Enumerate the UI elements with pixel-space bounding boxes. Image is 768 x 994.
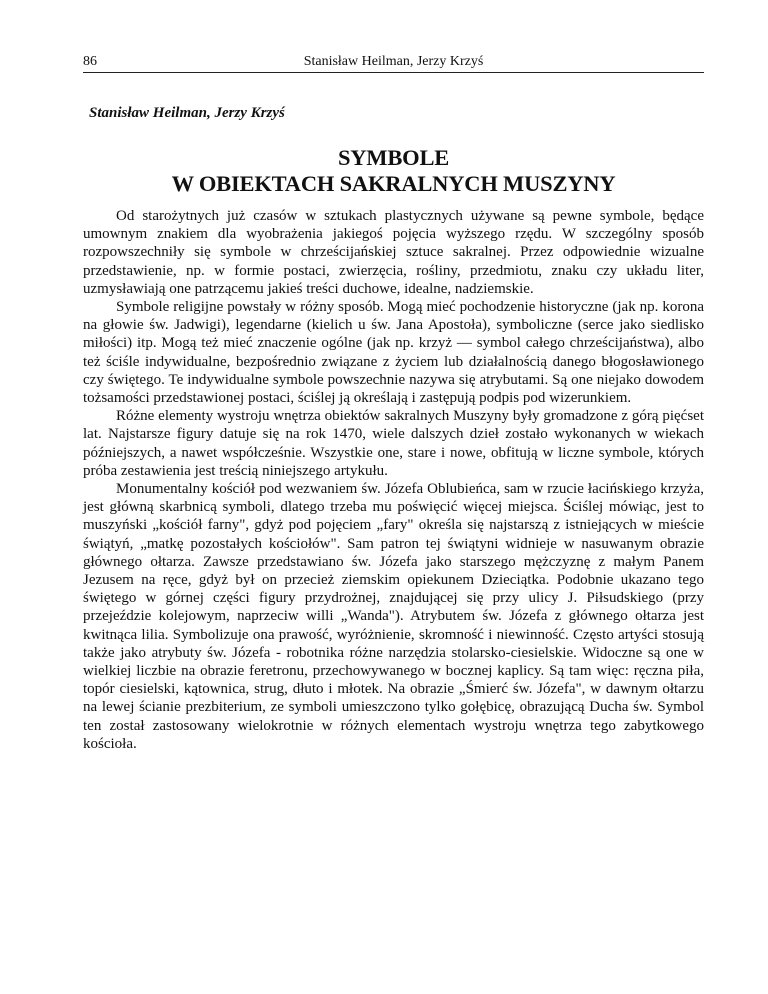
title-line-1: SYMBOLE: [337, 145, 450, 170]
running-title: Stanisław Heilman, Jerzy Krzyś: [303, 54, 484, 69]
article-body: [83, 207, 704, 753]
paragraph: Różne elementy wystroju wnętrza obiektów sakralnych Muszyny były gromadzone z górą pięćset lat. Najstarsze figury datuje się na rok 1470, wiele dalszych dzieł zostało wykonanych w wiekach późniejszych, a nawet współcześnie. Wszystkie one, stare i nowe, obfitują w liczne symbole, których próba zestawienia jest treścią niniejszego artykułu.: [83, 408, 704, 479]
header-rule: [83, 72, 704, 73]
page-number: 86: [83, 54, 97, 69]
article-title: [83, 145, 704, 197]
running-header: [83, 53, 704, 71]
paragraph: Od starożytnych już czasów w sztukach plastycznych używane są pewne symbole, będące umownym znakiem dla wyobrażenia jakiegoś pojęcia wyższego rzędu. W szczególny sposób rozpowszechniły się symbole w chrześcijańskiej sztuce sakralnej. Przez odpowiednie wizualne przedstawienie, np. w formie postaci, zwierzęcia, rośliny, przedmiotu, znaku czy układu liter, uzmysławiają one patrzącemu jakieś treści duchowe, idealne, nadziemskie.: [83, 208, 704, 297]
paragraph: Monumentalny kościół pod wezwaniem św. Józefa Oblubieńca, sam w rzucie łacińskiego krzyża, jest główną skarbnicą symboli, dlatego trzeba mu poświęcić więcej miejsca. Ściślej mówiąc, jest to muszyński „kościół farny", gdyż pod pojęciem „fary" określa się najstarszą z istniejących w mieście świątyń, „matkę pozostałych kościołów". Sam patron tej świątyni widnieje w nasuwanym obrazie głównego ołtarza. Zawsze przedstawiano św. Józefa jako starszego mężczyznę z małym Panem Jezusem na ręce, gdyż był on przecież ziemskim opiekunem Dzieciątka. Podobnie ukazano tego świętego w górnej części figury przydrożnej, znajdującej się przy ulicy J. Piłsudskiego (przy przejeździe kolejowym, naprzeciw willi „Wanda"). Atrybutem św. Józefa z głównego ołtarza jest kwitnąca lilia. Symbolizuje ona prawość, wyróżnienie, skromność i niewinność. Często artyści stosują także jako atrybuty św. Józefa - robotnika różne narzędzia stolarsko-ciesielskie. Widoczne są one w wielkiej liczbie na obrazie feretronu, przechowywanego w bocznej kaplicy. Są tam więc: ręczna piła, topór ciesielski, kątownica, strug, dłuto i młotek. Na obrazie „Śmierć św. Józefa", w dawnym ołtarzu na lewej ścianie prezbiterium, ze symboli umieszczono tylko gołębicę, obrazującą Ducha św. Symbol ten został zastosowany wielokrotnie w różnych elementach wystroju wnętrza tego zabytkowego kościoła.: [83, 481, 704, 752]
article-authors: Stanisław Heilman, Jerzy Krzyś: [89, 105, 285, 121]
title-line-2: W OBIEKTACH SAKRALNYCH MUSZYNY: [171, 171, 616, 196]
paragraph: Symbole religijne powstały w różny sposób. Mogą mieć pochodzenie historyczne (jak np. korona na głowie św. Jadwigi), legendarne (kielich u św. Jana Apostoła), symboliczne (serce jako siedlisko miłości) itp. Mogą też mieć znaczenie ogólne (jak np. krzyż — symbol całego chrześcijaństwa), albo też ściśle indywidualne, bezpośrednio związane z życiem lub działalnością danego błogosławionego czy świętego. Te indywidualne symbole powszechnie nazywa się atrybutami. Są one niejako dowodem tożsamości przedstawionej postaci, ściślej ją określają i zastępują podpis pod wizerunkiem.: [83, 299, 704, 407]
